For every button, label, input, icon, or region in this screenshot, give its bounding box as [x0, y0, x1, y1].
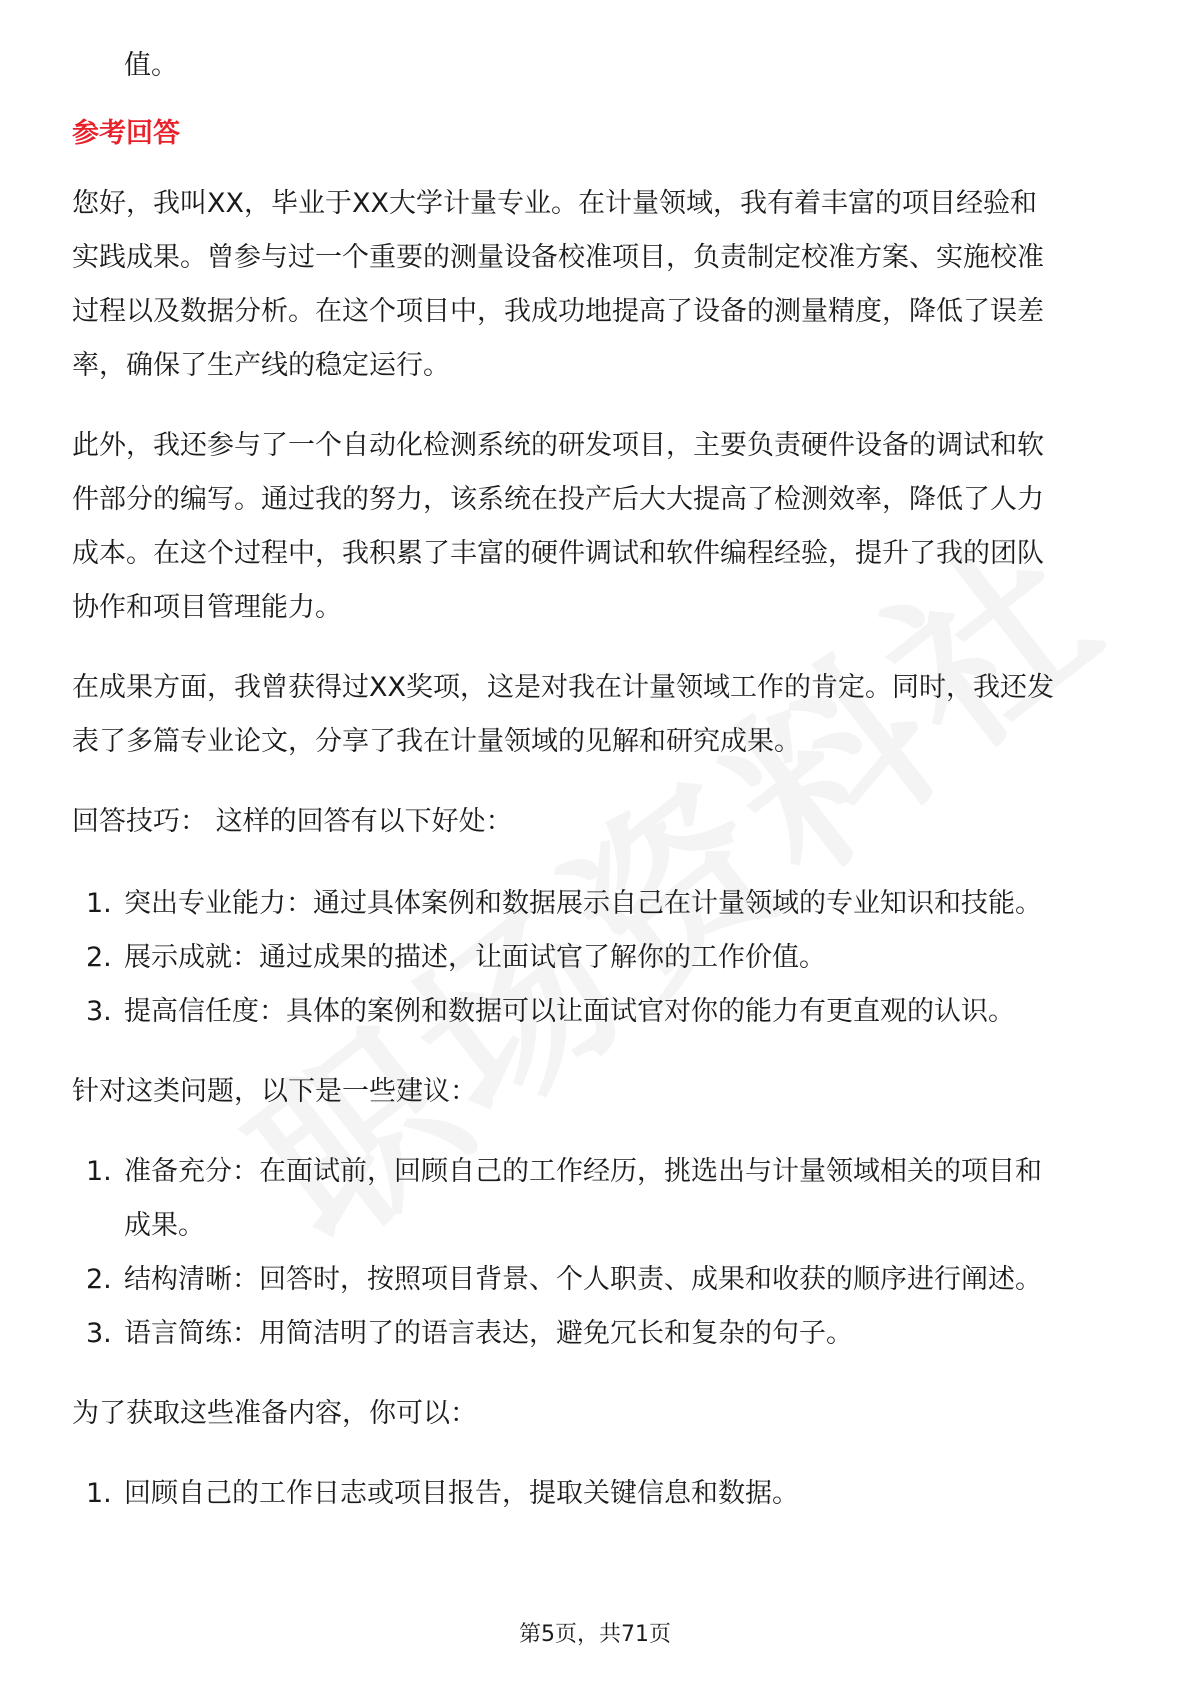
list-item: 语言简练：用简洁明了的语言表达，避免冗长和复杂的句子。	[124, 1318, 853, 1349]
prep-intro: 为了获取这些准备内容，你可以：	[72, 1398, 477, 1429]
reference-heading: 参考回答	[72, 118, 180, 149]
list-number: 1.	[86, 1478, 112, 1509]
top-fragment: 值。	[124, 50, 178, 81]
list-item: 结构清晰：回答时，按照项目背景、个人职责、成果和收获的顺序进行阐述。	[124, 1264, 1042, 1295]
paragraph-line: 您好，我叫XX，毕业于XX大学计量专业。在计量领域，我有着丰富的项目经验和	[72, 188, 1037, 219]
list-number: 1.	[86, 1156, 112, 1187]
list-number: 2.	[86, 942, 112, 973]
list-item: 展示成就：通过成果的描述，让面试官了解你的工作价值。	[124, 942, 826, 973]
paragraph-line: 在成果方面，我曾获得过XX奖项，这是对我在计量领域工作的肯定。同时，我还发	[72, 672, 1054, 703]
page-footer: 第5页，共71页	[519, 1622, 671, 1647]
paragraph-line: 过程以及数据分析。在这个项目中，我成功地提高了设备的测量精度，降低了误差	[72, 296, 1044, 327]
paragraph-line: 协作和项目管理能力。	[72, 592, 342, 623]
paragraph-line: 实践成果。曾参与过一个重要的测量设备校准项目，负责制定校准方案、实施校准	[72, 242, 1044, 273]
paragraph-line: 件部分的编写。通过我的努力，该系统在投产后大大提高了检测效率，降低了人力	[72, 484, 1044, 515]
paragraph-line: 成本。在这个过程中，我积累了丰富的硬件调试和软件编程经验，提升了我的团队	[72, 538, 1044, 569]
paragraph-line: 此外，我还参与了一个自动化检测系统的研发项目，主要负责硬件设备的调试和软	[72, 430, 1044, 461]
paragraph-line: 率，确保了生产线的稳定运行。	[72, 350, 450, 381]
list-number: 3.	[86, 996, 112, 1027]
list-item: 回顾自己的工作日志或项目报告，提取关键信息和数据。	[124, 1478, 799, 1509]
list-item-continuation: 成果。	[124, 1210, 205, 1241]
list-item: 准备充分：在面试前，回顾自己的工作经历，挑选出与计量领域相关的项目和	[124, 1156, 1042, 1187]
list-item: 提高信任度：具体的案例和数据可以让面试官对你的能力有更直观的认识。	[124, 996, 1015, 1027]
list-number: 1.	[86, 888, 112, 919]
list-item: 突出专业能力：通过具体案例和数据展示自己在计量领域的专业知识和技能。	[124, 888, 1042, 919]
paragraph-line: 表了多篇专业论文，分享了我在计量领域的见解和研究成果。	[72, 726, 801, 757]
list-number: 2.	[86, 1264, 112, 1295]
list-number: 3.	[86, 1318, 112, 1349]
tips-intro: 回答技巧： 这样的回答有以下好处：	[72, 806, 513, 837]
advice-intro: 针对这类问题，以下是一些建议：	[72, 1076, 477, 1107]
